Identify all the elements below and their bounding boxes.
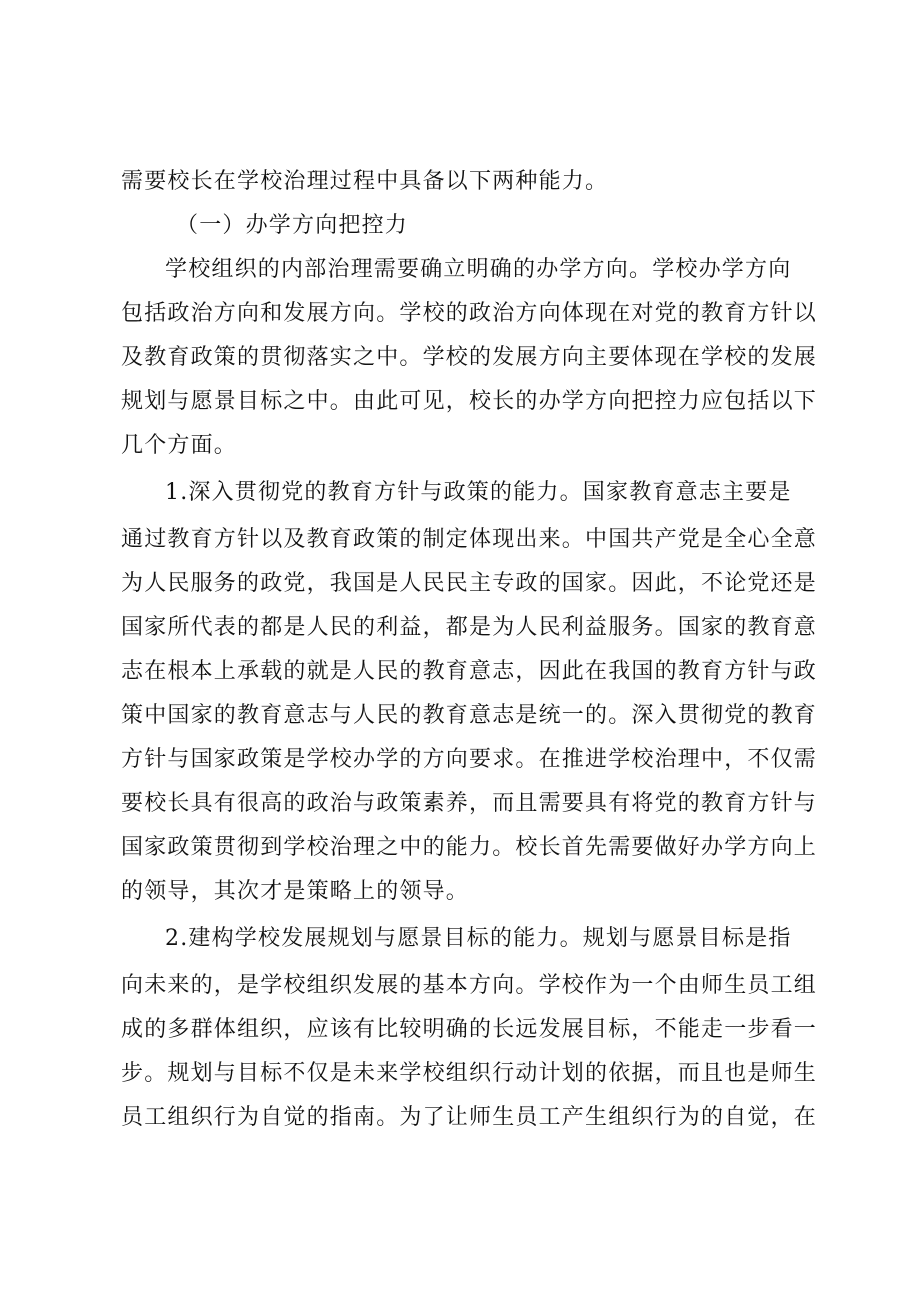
text-line: 1.深入贯彻党的教育方针与政策的能力。国家教育意志主要是 xyxy=(165,480,792,505)
text-line: 2.建构学校发展规划与愿景目标的能力。规划与愿景目标是指 xyxy=(165,926,792,951)
text-line: 国家政策贯彻到学校治理之中的能力。校长首先需要做好办学方向上 xyxy=(121,835,818,860)
text-line: 方针与国家政策是学校办学的方向要求。在推进学校治理中，不仅需 xyxy=(121,747,818,772)
text-line: 需要校长在学校治理过程中具备以下两种能力。 xyxy=(121,169,609,194)
text-line: 几个方面。 xyxy=(121,433,238,458)
text-line: 规划与愿景目标之中。由此可见，校长的办学方向把控力应包括以下 xyxy=(121,389,818,414)
text-line: 向未来的，是学校组织发展的基本方向。学校作为一个由师生员工组 xyxy=(121,973,818,998)
text-line: 及教育政策的贯彻落实之中。学校的发展方向主要体现在学校的发展 xyxy=(121,345,818,370)
text-line: 志在根本上承载的就是人民的教育意志，因此在我国的教育方针与政 xyxy=(121,659,818,684)
text-line: 策中国家的教育意志与人民的教育意志是统一的。深入贯彻党的教育 xyxy=(121,703,818,728)
text-line: 步。规划与目标不仅是未来学校组织行动计划的依据，而且也是师生 xyxy=(121,1061,818,1086)
text-line: 的领导，其次才是策略上的领导。 xyxy=(121,879,470,904)
text-line: 成的多群体组织，应该有比较明确的长远发展目标，不能走一步看一 xyxy=(121,1017,818,1042)
text-line: 通过教育方针以及教育政策的制定体现出来。中国共产党是全心全意 xyxy=(121,527,818,552)
document-page xyxy=(121,160,818,1140)
text-line: 国家所代表的都是人民的利益，都是为人民利益服务。国家的教育意 xyxy=(121,615,818,640)
text-line: 为人民服务的政党，我国是人民民主专政的国家。因此，不论党还是 xyxy=(121,571,818,596)
text-line: 学校组织的内部治理需要确立明确的办学方向。学校办学方向 xyxy=(165,257,792,282)
text-line: 包括政治方向和发展方向。学校的政治方向体现在对党的教育方针以 xyxy=(121,301,818,326)
text-line: 员工组织行为自觉的指南。为了让师生员工产生组织行为的自觉，在 xyxy=(121,1105,818,1130)
section-heading: （一）办学方向把控力 xyxy=(176,213,409,238)
text-line: 要校长具有很高的政治与政策素养，而且需要具有将党的教育方针与 xyxy=(121,791,818,816)
